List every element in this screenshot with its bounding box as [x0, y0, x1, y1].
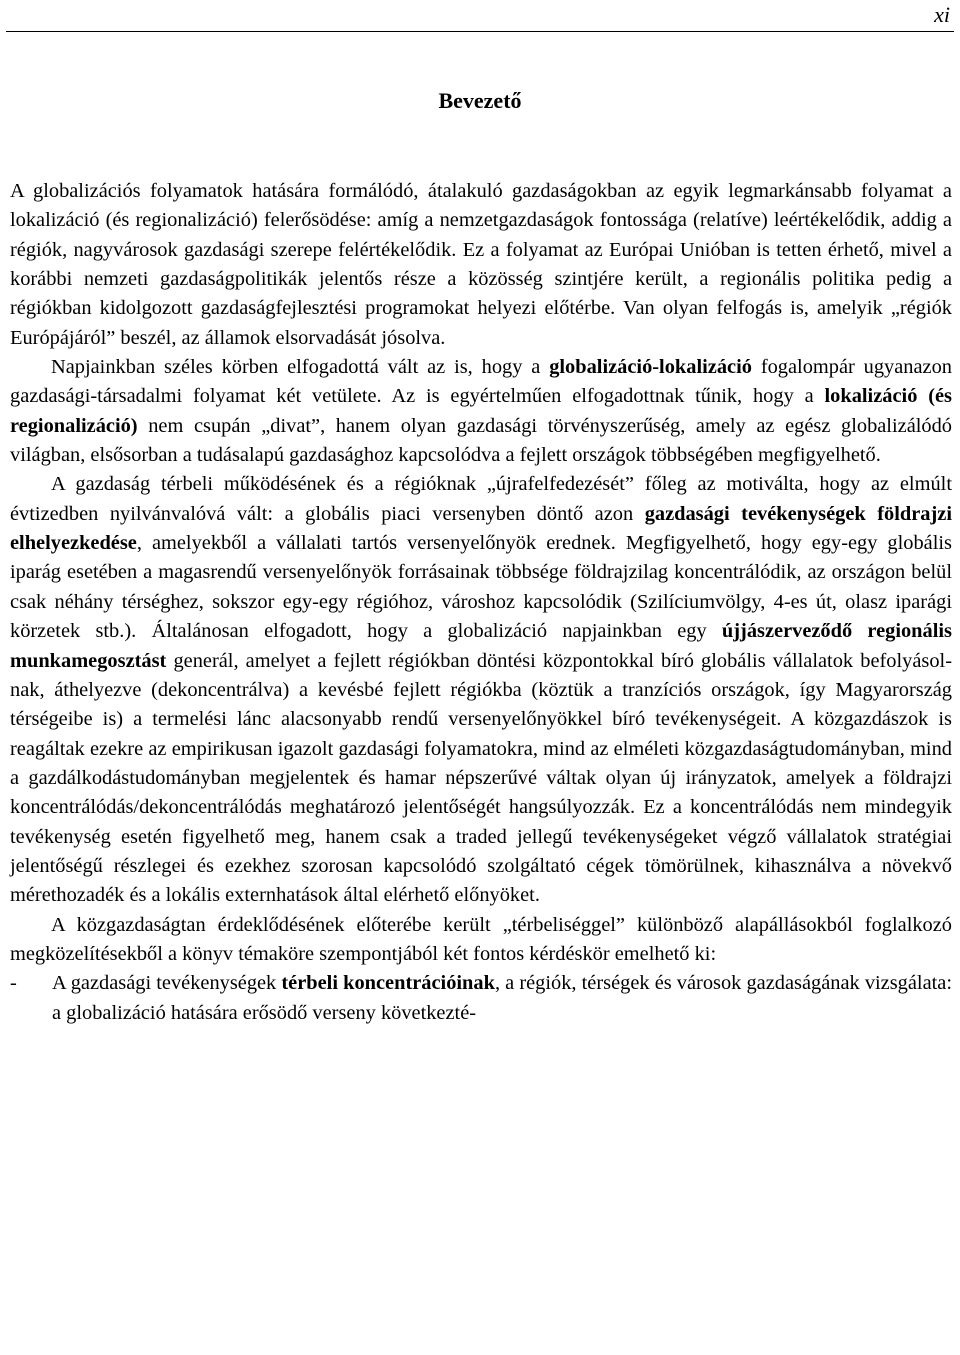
text-run: fogalompár ugyanazon gazdasági-társadalmi folyamat két vetülete. Az is egyértelműen elfogadottnak tűnik, hogy a: [10, 356, 952, 408]
bold-term: újjászerveződő regionális munkamegosztást: [10, 620, 952, 672]
list-marker: -: [10, 972, 17, 995]
text-run: , a régiók, térségek és városok gazdaságának vizsgálata: a globalizáció hatására erősödő verseny következté-: [52, 972, 953, 1024]
text-run: , amelyekből a vállalati tartós versenyelőnyök erednek. Megfigyelhető, hogy egy-egy globális iparág esetében a magasrendű versenyelőnyök forrásainak többsége földrajzilag koncentrálódik, az országon belül csak néhány térséghez, sokszor egy-egy régióhoz, városhoz kapcsolódik (Szilíciumvölgy, 4-es út, olasz iparági körzetek stb.). Általánosan elfogadott, hogy a globalizáció napjainkban egy: [10, 532, 952, 643]
paragraph: [10, 470, 952, 910]
text-run: nem csupán „divat”, hanem olyan gazdasági törvényszerűség, amely az egész globalizálódó világban, elsősorban a tudásalapú gazdasághoz kapcsolódva a fejlett országok többségében megfigyelhető.: [10, 414, 952, 467]
bold-term: lokalizáció (és regionalizáció): [10, 385, 952, 437]
text-run: A közgazdaságtan érdeklődésének előterébe került „térbeliséggel” különböző alapállásokból foglalkozó megközelítésekből a könyv témaköre szempontjából két fontos kérdéskör emelhető ki:: [10, 913, 952, 965]
text-run: A gazdasági tevékenységek: [52, 972, 282, 995]
header-rule: [6, 31, 954, 32]
text-run: A globalizációs folyamatok hatására formálódó, átalakuló gazdaságokban az egyik legmarkánsabb folyamat a lokalizáció (és regionalizáció) felerősödése: amíg a nemzetgazdaságok fontossága (relatíve) leértékelődik, addig a régiók, nagyvárosok gazdasági szerepe felértékelődik. Ez a folyamat az Európai Unióban is tetten érhető, mivel a korábbi nemzeti gazdaságpolitikák jelentős része a közösség szintjére került, a regionális politika pedig a régiókban kidolgozott gazdaságfejlesztési programokat helyezi előtérbe. Van olyan felfogás is, amelyik „régiók Európájáról” beszél, az államok elsorvadását jósolva.: [10, 180, 952, 349]
bold-term: térbeli koncentrációinak: [281, 972, 495, 995]
paragraph: [10, 353, 952, 470]
page-number: xi: [934, 2, 950, 27]
text-run: generál, amelyet a fejlett régiókban döntési központokkal bíró globális vállalatok befolyásolnak, áthelyezve (dekoncentrálva) a kevésbé fejlett régiókba (köztük a tranzíciós országok, így Magyarország térségeibe is) a termelési lánc alacsonyabb rendű versenyelőnyökkel bíró tevékenységeit. A közgazdászok is reagáltak ezekre az empirikusan igazolt gazdasági folyamatokra, mind az elméleti közgazdaságtudományban, mind a gazdálkodástudományban megjelentek és hamar népszerűvé váltak olyan új irányzatok, amelyek a földrajzi koncentrálódás/dekoncentrálódás meghatározó jelentőségét hangsúlyozzák. Ez a koncentrálódás nem mindegyik tevékenység esetén figyelhető meg, hanem csak a traded jellegű tevékenységeket végző vállalatok stratégiai jelentőségű részlegei és ezekhez szorosan kapcsolódó szolgáltató cégek tömörülnek, kihasználva a növekvő mérethozadék és a lokális externhatások által elérhető előnyöket.: [10, 649, 952, 907]
list-item: [10, 969, 952, 1028]
text-run: A gazdaság térbeli működésének és a régióknak „újrafelfedezését” főleg az motiválta, hogy az elmúlt évtizedben nyilvánvalóvá vált: a globális piaci versenyben döntő azon: [10, 473, 952, 525]
bold-term: gazdasági tevékenységek földrajzi elhelyezkedése: [10, 502, 952, 555]
paragraph: [10, 177, 952, 353]
page-title: Bevezető: [438, 88, 522, 113]
body-text: [10, 177, 952, 1028]
paragraph: [10, 911, 952, 970]
text-run: Napjainkban széles körben elfogadottá vált az is, hogy a: [51, 356, 550, 379]
bold-term: globalizáció-lokalizáció: [549, 356, 752, 379]
